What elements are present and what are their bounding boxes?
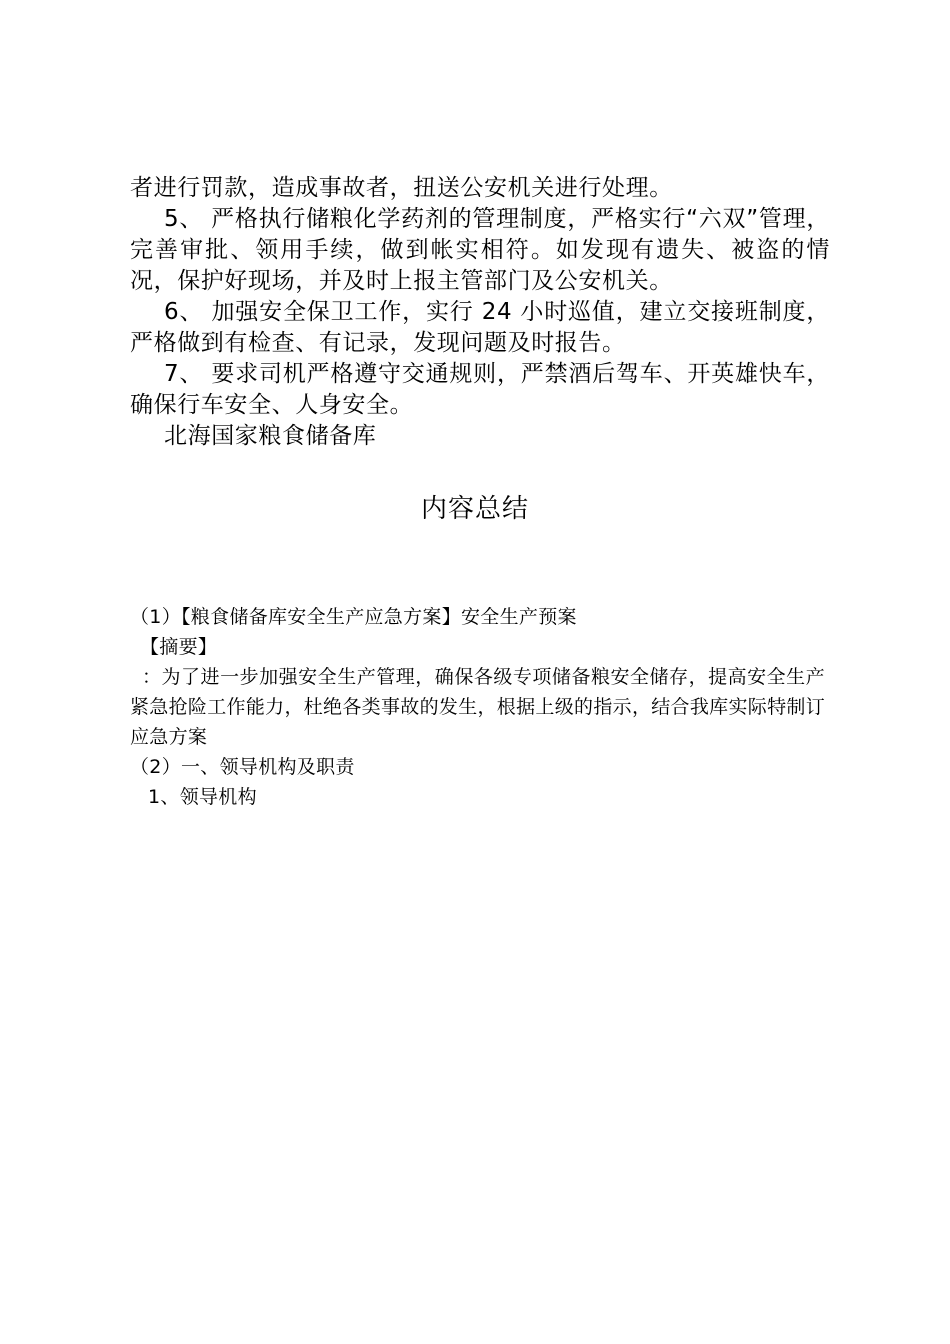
- paragraph-item-6: 6、 加强安全保卫工作，实行 24 小时巡值，建立交接班制度，严格做到有检查、有记录，发现问题及时报告。: [130, 299, 830, 356]
- paragraph-continuation: 者进行罚款，造成事故者，扭送公安机关进行处理。: [130, 175, 673, 201]
- abstract-label: 【摘要】: [140, 636, 218, 658]
- signature: 北海国家粮食储备库: [164, 423, 377, 449]
- paragraph-item-7: 7、 要求司机严格遵守交通规则，严禁酒后驾车、开英雄快车，确保行车安全、人身安全。: [130, 361, 830, 418]
- body-section: [130, 173, 830, 452]
- summary-section: [130, 602, 825, 812]
- summary-line-2: （2）一、领导机构及职责: [130, 756, 355, 778]
- abstract-text: ：为了进一步加强安全生产管理，确保各级专项储备粮安全储存，提高安全生产紧急抢险工作能力，杜绝各类事故的发生，根据上级的指示，结合我库实际特制订应急方案: [130, 666, 825, 748]
- paragraph-item-5: 5、 严格执行储粮化学药剂的管理制度，严格实行“六双”管理，完善审批、领用手续，做到帐实相符。如发现有遗失、被盗的情况，保护好现场，并及时上报主管部门及公安机关。: [130, 206, 830, 294]
- summary-title: 内容总结: [420, 494, 529, 524]
- summary-line-3: 1、领导机构: [148, 786, 257, 808]
- summary-line-1: （1）【粮食储备库安全生产应急方案】安全生产预案: [130, 606, 577, 628]
